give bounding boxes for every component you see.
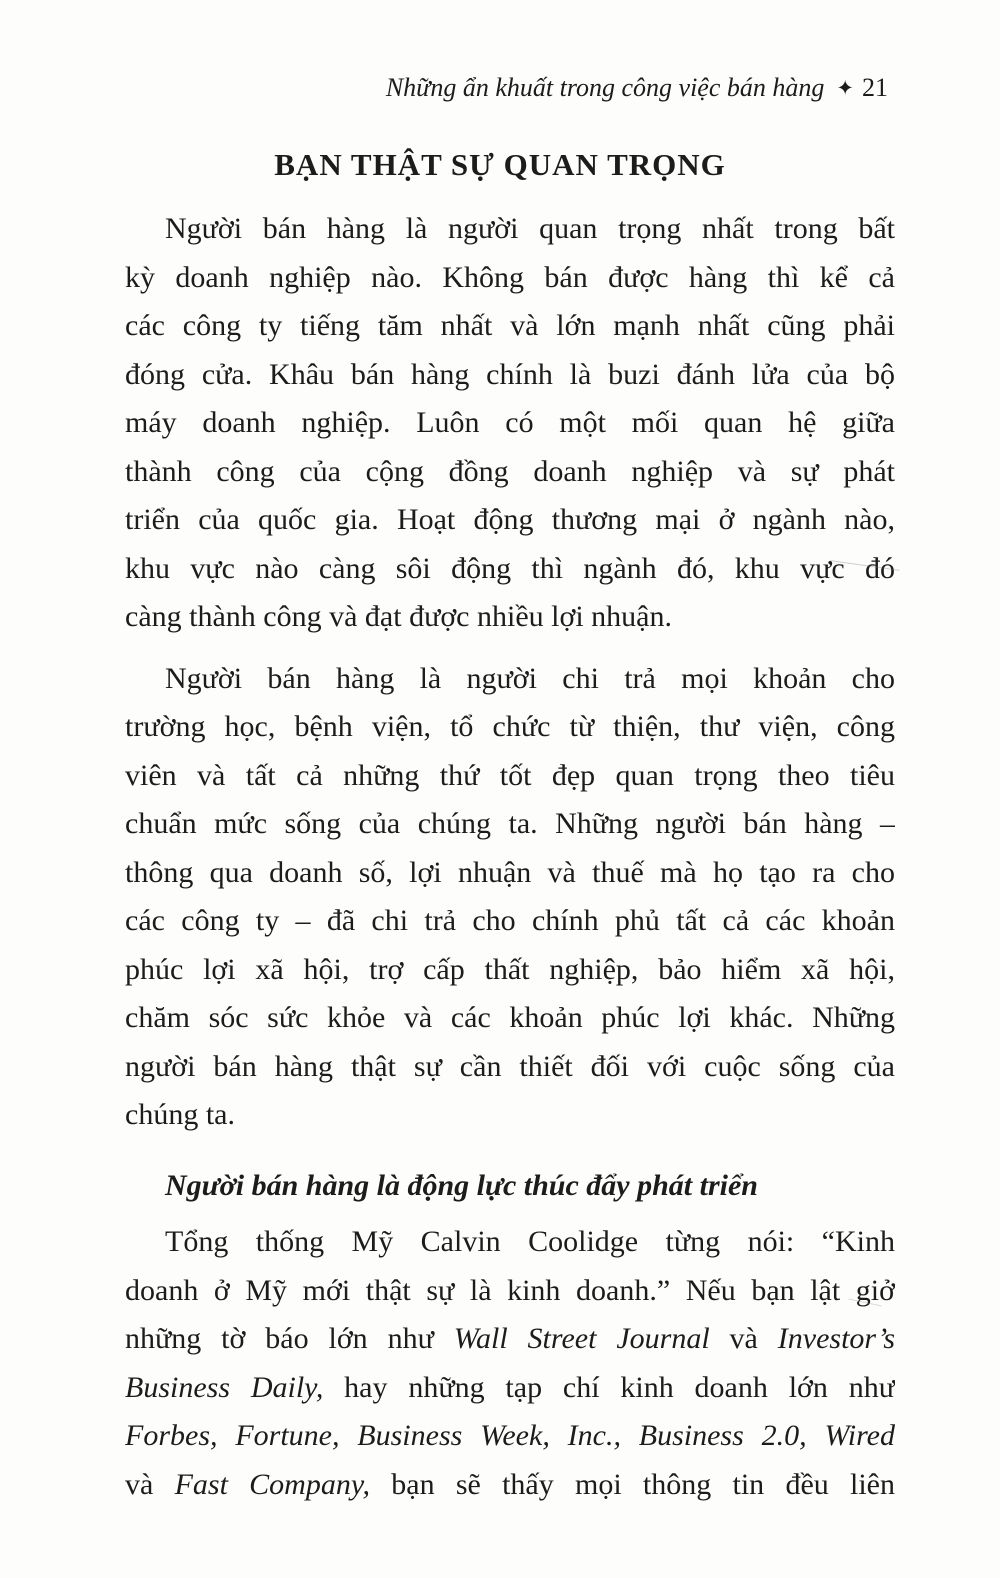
text-line [125, 593, 895, 642]
text-line [125, 752, 895, 801]
text-line [125, 448, 895, 497]
text-segment: khu vực nào càng sôi động thì ngành đó, khu vực đó [125, 551, 895, 585]
text-segment: bạn sẽ thấy mọi thông tin đều liên [370, 1467, 895, 1501]
four-pointed-star-icon: ✦ [836, 76, 854, 100]
text-line [125, 655, 895, 704]
text-segment: và [125, 1467, 175, 1501]
italic-text-segment: Fast Company, [174, 1467, 371, 1501]
text-line [125, 254, 895, 303]
text-line [125, 1315, 895, 1364]
paragraph [125, 205, 895, 642]
text-segment: chuẩn mức sống của chúng ta. Những người bán hàng – [125, 807, 895, 840]
text-segment: Tổng thống Mỹ Calvin Coolidge từng nói: “Kinh [165, 1225, 895, 1258]
text-segment: thông qua doanh số, lợi nhuận và thuế mà họ tạo ra cho [125, 855, 895, 889]
text-line [125, 1267, 895, 1316]
text-segment: thành công của cộng đồng doanh nghiệp và sự phát [125, 454, 895, 488]
page-body [125, 205, 895, 1509]
text-segment: hay những tạp chí kinh doanh lớn như [323, 1370, 895, 1404]
subsection-heading: Người bán hàng là động lực thúc đẩy phát triển [165, 1168, 758, 1202]
text-line [125, 800, 895, 849]
text-segment: càng thành công và đạt được nhiều lợi nhuận. [125, 600, 673, 633]
text-segment: doanh ở Mỹ mới thật sự là kinh doanh.” Nếu bạn lật giở [125, 1273, 895, 1307]
text-line [125, 1043, 895, 1092]
text-line [125, 1412, 895, 1461]
text-segment: máy doanh nghiệp. Luôn có một mối quan hệ giữa [125, 406, 895, 439]
text-segment: Người bán hàng là người quan trọng nhất trong bất [165, 212, 895, 245]
text-segment: trường học, bệnh viện, tổ chức từ thiện, thư viện, công [125, 710, 895, 743]
italic-text-segment: Business Daily, [125, 1370, 324, 1404]
text-segment: người bán hàng thật sự cần thiết đối với cuộc sống của [125, 1049, 895, 1083]
text-line [125, 897, 895, 946]
text-line [125, 545, 895, 594]
text-line [125, 205, 895, 254]
paragraph [125, 1218, 895, 1509]
text-segment: Người bán hàng là người chi trả mọi khoản cho [165, 661, 895, 695]
text-line [125, 399, 895, 448]
italic-text-segment: Investor’s [777, 1322, 895, 1355]
text-segment: chăm sóc sức khỏe và các khoản phúc lợi khác. Những [125, 1001, 895, 1034]
text-line [125, 496, 895, 545]
text-segment: kỳ doanh nghiệp nào. Không bán được hàng thì kể cả [125, 260, 895, 294]
text-line [125, 994, 895, 1043]
text-segment: chúng ta. [125, 1098, 235, 1131]
text-line [125, 946, 895, 995]
text-line [125, 1461, 895, 1510]
text-line [125, 849, 895, 898]
text-segment: phúc lợi xã hội, trợ cấp thất nghiệp, bảo hiểm xã hội, [125, 952, 895, 986]
text-line [125, 302, 895, 351]
text-line [125, 1364, 895, 1413]
text-line [125, 1091, 895, 1140]
italic-text-segment: Forbes, Fortune, Business Week, Inc., Business 2.0, Wired [125, 1419, 895, 1452]
running-title: Những ẩn khuất trong công việc bán hàng [385, 73, 825, 102]
text-segment: triển của quốc gia. Hoạt động thương mại ở ngành nào, [125, 503, 895, 536]
text-segment: các công ty tiếng tăm nhất và lớn mạnh nhất cũng phải [125, 309, 895, 342]
page-header [125, 72, 888, 105]
section-title: BẠN THẬT SỰ QUAN TRỌNG [274, 147, 726, 182]
text-segment: viên và tất cả những thứ tốt đẹp quan trọng theo tiêu [125, 758, 895, 792]
text-segment: các công ty – đã chi trả cho chính phủ tất cả các khoản [125, 904, 895, 937]
text-line [125, 351, 895, 400]
text-segment: những tờ báo lớn như [125, 1322, 454, 1355]
page-number: 21 [862, 73, 888, 102]
text-line [125, 1218, 895, 1267]
italic-text-segment: Wall Street Journal [453, 1322, 710, 1355]
text-segment: đóng cửa. Khâu bán hàng chính là buzi đánh lửa của bộ [125, 357, 895, 391]
text-segment: và [709, 1322, 778, 1355]
text-line [125, 703, 895, 752]
paragraph [125, 655, 895, 1140]
